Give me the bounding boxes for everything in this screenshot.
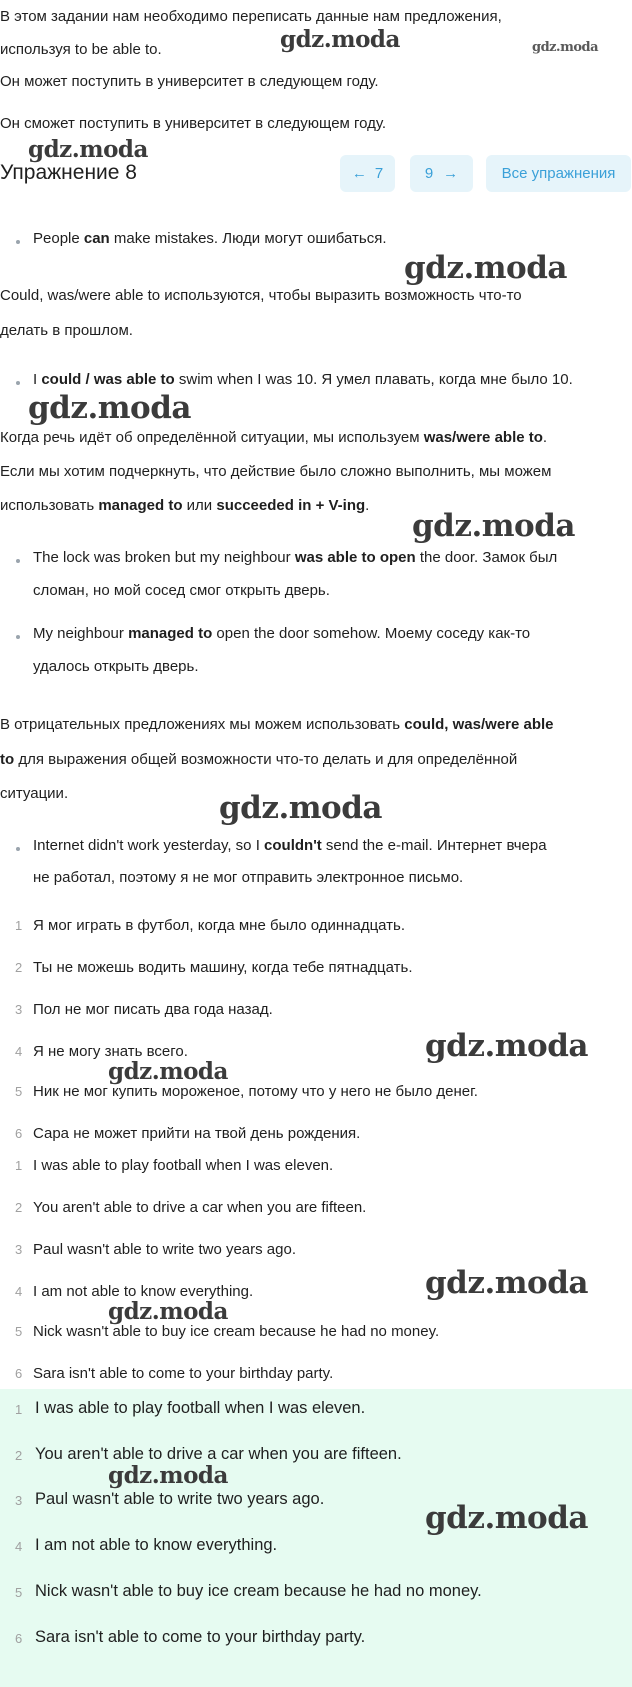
intro-text-line-1: В этом задании нам необходимо переписать данные нам предложения, <box>0 8 502 25</box>
theory-example-could: I could / was able to swim when I was 10. Я умел плавать, когда мне было 10. <box>33 371 573 388</box>
all-exercises-button[interactable]: Все упражнения <box>486 155 631 192</box>
theory-example-able-to-open-line-2: сломан, но мой сосед смог открыть дверь. <box>33 582 330 599</box>
bullet-dot <box>16 240 20 244</box>
theory-example-managed-to: My neighbour managed to open the door somehow. Моему соседу как-то <box>33 625 531 642</box>
watermark: gdz.moda <box>280 26 400 53</box>
example-rewritten: Он сможет поступить в университет в следующем году. <box>0 115 387 132</box>
theory-paragraph-2-line-1: Когда речь идёт об определённой ситуации, мы используем was/were able to. <box>0 429 548 446</box>
watermark: gdz.moda <box>425 1500 588 1536</box>
theory-example-able-to-open: The lock was broken but my neighbour was able to open the door. Замок был <box>33 549 558 566</box>
theory-paragraph-1-line-1: Could, was/were able to используются, чтобы выразить возможность что-то <box>0 287 522 304</box>
theory-example-couldnt-line-2: не работал, поэтому я не мог отправить электронное письмо. <box>33 869 464 886</box>
bullet-dot <box>16 381 20 385</box>
watermark: gdz.moda <box>219 790 382 826</box>
intro-text-line-2: используя to be able to. <box>0 41 162 58</box>
theory-paragraph-3-line-1: В отрицательных предложениях мы можем использовать could, was/were able <box>0 716 554 733</box>
theory-example-managed-to-line-2: удалось открыть дверь. <box>33 658 199 675</box>
next-exercise-button[interactable]: 9 → <box>410 155 473 192</box>
watermark: gdz.moda <box>108 1058 228 1085</box>
theory-paragraph-1-line-2: делать в прошлом. <box>0 322 133 339</box>
theory-example-couldnt: Internet didn't work yesterday, so I couldn't send the e-mail. Интернет вчера <box>33 837 547 854</box>
bullet-dot <box>16 847 20 851</box>
arrow-left-icon: ← <box>351 165 367 182</box>
watermark: gdz.moda <box>108 1462 228 1489</box>
theory-paragraph-3-line-2: to для выражения общей возможности что-то делать и для определённой <box>0 751 518 768</box>
watermark: gdz.moda <box>404 250 567 286</box>
arrow-right-icon: → <box>443 165 459 182</box>
prev-exercise-button[interactable]: ← 7 <box>340 155 395 192</box>
watermark: gdz.moda <box>28 136 148 163</box>
watermark: gdz.moda <box>108 1298 228 1325</box>
watermark: gdz.moda <box>412 508 575 544</box>
bullet-dot <box>16 559 20 563</box>
watermark: gdz.moda <box>532 40 599 55</box>
theory-paragraph-2-line-3: использовать managed to или succeeded in + V-ing. <box>0 497 370 514</box>
exercise-title: Упражнение 8 <box>0 161 137 184</box>
theory-paragraph-3-line-3: ситуации. <box>0 785 69 802</box>
watermark: gdz.moda <box>425 1028 588 1064</box>
theory-example-can: People can make mistakes. Люди могут ошибаться. <box>33 230 387 247</box>
theory-paragraph-2-line-2: Если мы хотим подчеркнуть, что действие было сложно выполнить, мы можем <box>0 463 552 480</box>
example-original: Он может поступить в университет в следующем году. <box>0 73 379 90</box>
watermark: gdz.moda <box>28 390 191 426</box>
bullet-dot <box>16 635 20 639</box>
watermark: gdz.moda <box>425 1265 588 1301</box>
